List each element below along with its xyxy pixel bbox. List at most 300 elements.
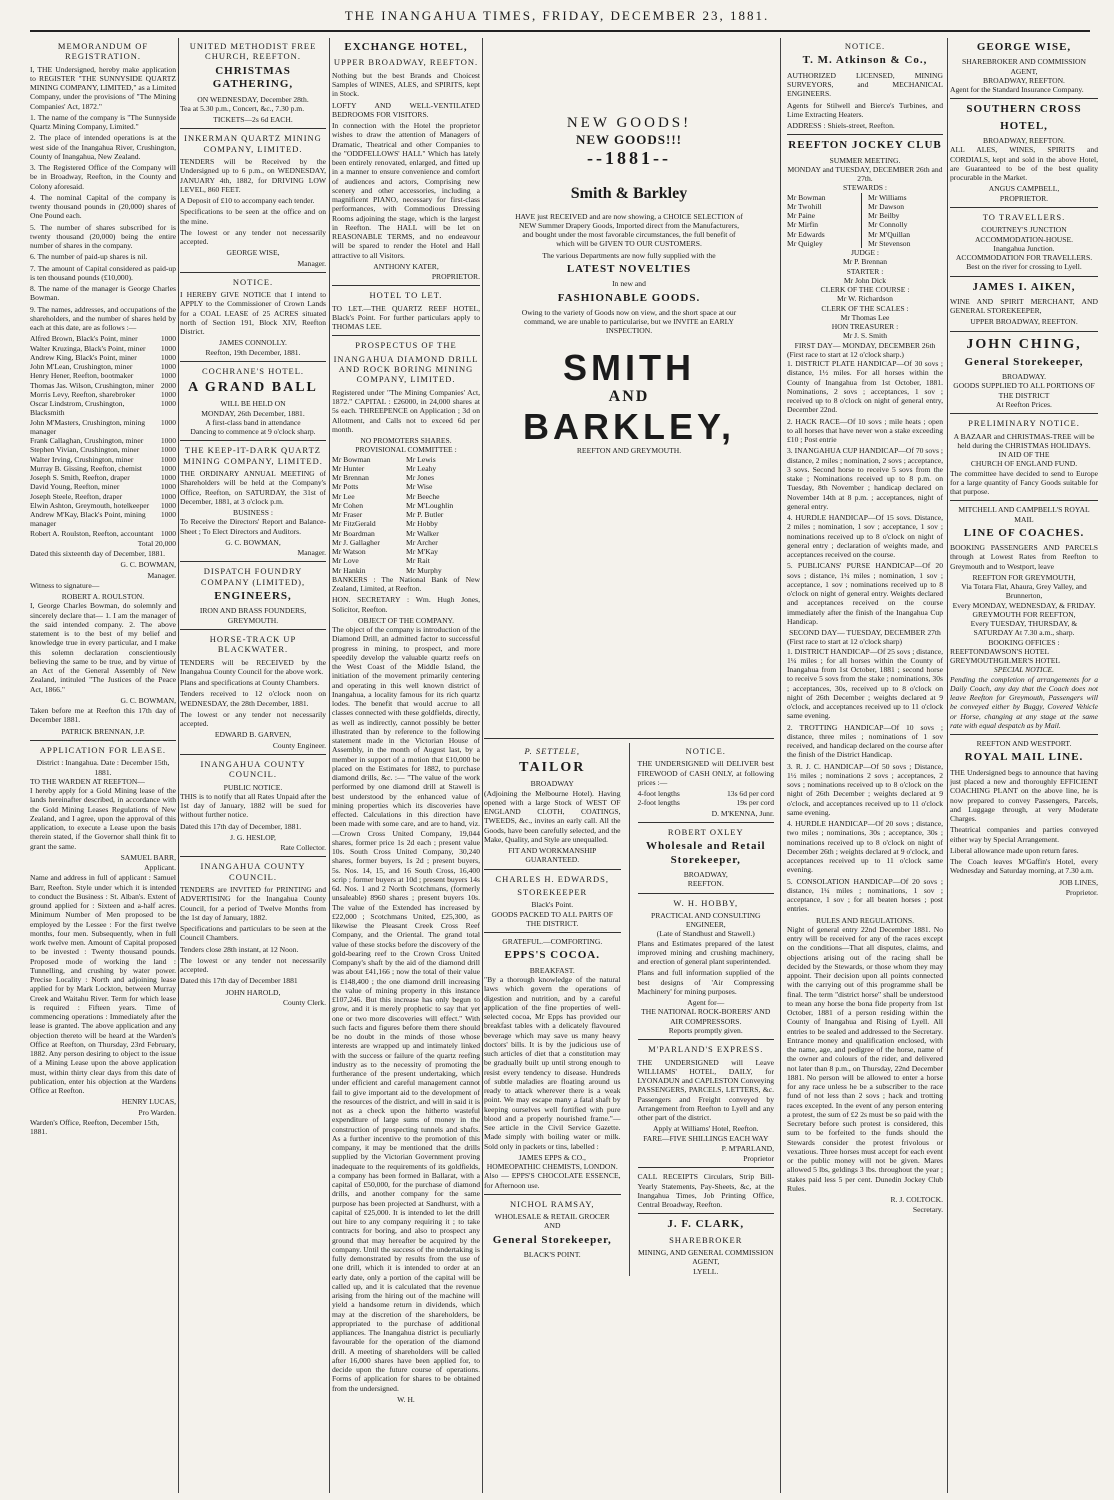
shareholder-shares: 1000 — [160, 334, 176, 344]
shareholder-row — [30, 464, 176, 473]
meeting-dates: MONDAY and TUESDAY, DECEMBER 26th and 27th. — [787, 164, 943, 184]
section-rule — [180, 361, 326, 362]
shareholder-shares: 1000 — [160, 473, 176, 483]
lease-text: I hereby apply for a Gold Mining lease of the lands hereinafter described, in accordance with the Gold Mining Leases Regulations of New Zealand, and I agree, upon the approval of this application, to execute a Lease upon the basis therein stated, if the Governor shall think fit to grant the same. — [30, 786, 176, 851]
shareholder-name: Alfred Brown, Black's Point, miner — [30, 334, 138, 344]
preliminary-notice-title: PRELIMINARY NOTICE. — [968, 418, 1080, 429]
committee-member: Mr Bowman — [332, 454, 371, 464]
memorandum-item: 6. The number of paid-up shares is nil. — [30, 252, 148, 262]
race-entry: 3. INANGAHUA CUP HANDICAP—Of 70 sovs ; distance, 2 miles ; nomination, 2 sovs ; acceptance, 3 sovs. Second horse to receive 5 sovs from the stake ; Nominations received up to 8 p.m. on Tuesday, 8th November ; handicap declared on November 14th at 8 p.m. ; acceptances, night of general entry. — [787, 446, 943, 511]
steward-name: Mr Connolly — [868, 220, 908, 230]
second-day-heading: SECOND DAY— TUESDAY, DECEMBER 27th — [789, 628, 941, 638]
column-6 — [950, 38, 1098, 1493]
memorandum-item: 2. The place of intended operations is at the west side of the Inangahua River, Crushington, County of Inangahua, New Zealand. — [30, 133, 176, 161]
atkinson-address: ADDRESS : Shiels-street, Reefton. — [787, 121, 895, 131]
council-printing-title: INANGAHUA COUNTY COUNCIL. — [200, 861, 306, 882]
committee-member: Mr Hobby — [406, 519, 438, 529]
prospectus-object-title: OBJECT OF THE COMPANY. — [358, 615, 454, 625]
inkerman-signature: GEORGE WISE, — [226, 248, 280, 258]
atkinson-text: AUTHORIZED LICENSED, MINING SURVEYORS, and MECHANICAL ENGINEERS. — [787, 70, 943, 99]
masthead: THE INANGAHUA TIMES, FRIDAY, DECEMBER 23, 1881. — [344, 8, 770, 23]
stewards-label: STEWARDS : — [842, 183, 888, 193]
mitchell-campbell-title: MITCHELL AND CAMPBELL'S ROYAL MAIL — [958, 505, 1090, 524]
column-5 — [787, 38, 943, 1493]
committee-member: Mr Lee — [332, 491, 355, 501]
office-hotel: GILMER'S HOTEL — [998, 656, 1060, 666]
smith-big: SMITH — [563, 346, 695, 388]
horse-track-signature: EDWARD B. GARVEN, — [214, 730, 292, 740]
coal-notice-title: NOTICE. — [232, 276, 274, 287]
official-line: Mr John Dick — [843, 275, 887, 285]
george-wise-title: GEORGE WISE, — [976, 41, 1072, 53]
official-line: CLERK OF THE COURSE : — [820, 285, 910, 295]
in-new-and: In new and — [612, 279, 646, 289]
courtney-junction: COURTNEY'S JUNCTION ACCOMMODATION-HOUSE. — [974, 225, 1074, 244]
courtney-river: Best on the river for crossing to Lyell. — [966, 262, 1082, 272]
section-rule — [332, 335, 480, 336]
section-rule — [950, 413, 1098, 414]
bazaar-committee: The committee have decided to send to Europe for a large quantity of Fancy Goods suitable for that purpose. — [950, 468, 1098, 497]
prospectus-secretary: HON. SECRETARY : Wm. Hugh Jones, Solicitor, Reefton. — [332, 595, 480, 614]
memorandum-signature: G. C. BOWMAN, — [120, 560, 176, 570]
firewood-signature: D. M'KENNA, Junr. — [711, 808, 774, 818]
shareholder-total: Total 20,000 — [137, 538, 176, 548]
council-printing-signature-title: County Clerk. — [282, 997, 326, 1007]
shareholder-shares: 2000 — [160, 380, 176, 390]
steward-name: Mr Paine — [787, 211, 862, 220]
special-notice-text: Pending the completion of arrangements for a Daily Coach, any day that the Coach does not leave Reefton for Greymouth, Passengers will be conveyed either by Buggy, Covered Vehicle or Horse, changing at any stage at the same rate with equal despatch as by Mail. — [950, 674, 1098, 730]
royal-mail-theatrical: Theatrical companies and parties conveyed either way by Special Arrangement. — [950, 825, 1098, 844]
prospectus-committee-label: PROVISIONAL COMMITTEE : — [355, 445, 457, 455]
epps-text: "By a thorough knowledge of the natural laws which govern the operations of digestion and nutrition, and by a careful application of the fine properties of well-selected cocoa, Mr Epps has provided our breakfast tables with a delicately flavoured beverage which may save us many heavy doctors' bills. It is by the judicious use of such articles of diet that a constitution may be gradually built up until strong enough to resist every tendency to disease. Hundreds of subtle maladies are floating around us ready to attack wherever there is a weak point. We may escape many a fatal shaft by keeping ourselves well fortified with pure blood and a properly nourished frame."—See article in the Civil Service Gazette. Made simply with boiling water or milk. Sold only in packets or tins, labelled : — [484, 975, 621, 1151]
shareholder-name: Andrew M'Kay, Black's Point, mining manager — [30, 510, 146, 529]
inkerman-signature-title: Manager. — [297, 258, 326, 268]
top-rule — [30, 30, 1090, 32]
memorandum-item: 8. The name of the manager is George Charles Bowman. — [30, 284, 176, 303]
race-entry: 4. HURDLE HANDICAP—Of 15 sovs. Distance, 2 miles ; nomination, 1 sov ; acceptance, 1 sov ; nominations received up to 8 o'clock on night of general entry ; declaration of weights made, and acceptances received on the course. — [787, 513, 943, 560]
shareholder-name: Walter Kruzinga, Black's Point, miner — [30, 343, 146, 353]
section-rule — [950, 331, 1098, 332]
shareholder-shares: 1000 — [160, 463, 176, 473]
shareholder-row — [30, 482, 176, 491]
steward-name: Mr Twohill — [787, 202, 862, 211]
hobby-engineer: PRACTICAL AND CONSULTING ENGINEER, — [650, 910, 761, 930]
gathering-tickets: TICKETS—2s 6d EACH. — [213, 115, 293, 125]
southern-cross-signature-title: PROPRIETOR. — [999, 193, 1049, 203]
new-goods-subheading: NEW GOODS!!! — [575, 132, 682, 148]
shareholder-row — [30, 418, 176, 437]
memorandum-signature-title: Manager. — [147, 570, 176, 580]
shareholder-list — [30, 334, 176, 538]
aiken-address: UPPER BROADWAY, REEFTON. — [970, 317, 1078, 327]
hobby-title: W. H. HOBBY, — [673, 897, 739, 908]
smith-barkley-location: REEFTON AND GREYMOUTH. — [576, 446, 682, 456]
race-entry: 2. TROTTING HANDICAP—Of 10 sovs ; distance, three miles ; nominations of 1 sov received, and handicap declared on the course after the finish of the District Handicap. — [787, 722, 943, 760]
council-printing-specs: Specifications and particulars to be seen at the Council Chambers. — [180, 924, 326, 943]
committee-member: Mr Murphy — [406, 565, 442, 575]
atkinson-agents: Agents for Stilwell and Bierce's Turbines, and Lime Extracting Heaters. — [787, 100, 943, 119]
shareholder-row — [30, 445, 176, 454]
section-rule — [950, 207, 1098, 208]
shareholder-name: Joseph S. Smith, Reefton, draper — [30, 473, 130, 483]
horse-track-signature-title: County Engineer. — [272, 740, 326, 750]
section-rule — [484, 869, 621, 870]
royal-mail-text: THE Undersigned begs to announce that having just placed a new and thoroughly EFFICIENT COACHING PLANT on the above line, he is now prepared to convey Passengers, Parcels, and Luggage through, at very Moderate Charges. — [950, 767, 1098, 824]
committee-member: Mr Hunter — [332, 463, 365, 473]
shareholder-shares: 1000 — [160, 445, 176, 455]
committee-member: Mr Brennan — [332, 473, 369, 483]
shareholder-name: Andrew King, Black's Point, miner — [30, 352, 137, 362]
summer-meeting: SUMMER MEETING. — [829, 155, 901, 165]
grand-ball-held: WILL BE HELD ON — [220, 399, 286, 409]
horse-track-lowest: The lowest or any tender not necessarily accepted. — [180, 709, 326, 729]
booking-office-greymouth — [950, 656, 1098, 665]
column-divider — [329, 38, 330, 1493]
lease-signature-title: Applicant. — [144, 863, 176, 873]
royal-mail-allowance: Liberal allowance made upon return fares. — [950, 845, 1079, 855]
official-line: STARTER : — [846, 266, 884, 276]
council-rates-signature: J. G. HESLOP, — [230, 832, 276, 842]
clark-agent: MINING, AND GENERAL COMMISSION AGENT, — [637, 1248, 774, 1267]
shareholder-row — [30, 510, 176, 529]
hobby-plans: Plans and Estimates prepared of the latest improved mining and crushing machinery, and erection of general plant superintended. — [637, 938, 774, 967]
george-wise-address: BROADWAY, REEFTON. — [983, 75, 1065, 85]
race-entry: 1. DISTRICT HANDICAP—Of 25 sovs ; distance, 1¼ miles ; for all horses within the County of Inangahua from 1st October, 1881 ; second horse to receive 5 sovs from the stake ; nominations, 30s ; acceptances, 30s, received up to 8 o'clock on night of 26th December ; weights declared at 9 o'clock, and acceptances received up to 11 o'clock same evening. — [787, 646, 943, 721]
latest-novelties: LATEST NOVELTIES — [566, 262, 692, 275]
prospectus-company: INANGAHUA DIAMOND DRILL AND ROCK BORING MINING COMPANY, LIMITED. — [333, 353, 479, 385]
section-rule — [950, 500, 1098, 501]
rules-signature-title: Secretary. — [912, 1205, 943, 1215]
shareholder-shares: 1000 — [160, 343, 176, 353]
rules-heading: RULES AND REGULATIONS. — [815, 915, 915, 925]
memorandum-item: 4. The nominal Capital of the company is twenty thousand pounds in (20,000) shares of One Pound each. — [30, 192, 176, 221]
christmas-gathering-heading: CHRISTMAS GATHERING, — [212, 64, 294, 91]
official-line: Mr W. Richardson — [837, 294, 893, 304]
shareholder-name: Stephen Vivian, Crushington, miner — [30, 445, 140, 455]
memorandum-item: 9. The names, addresses, and occupations of the shareholders, and the number of shares held by each at this date, are as follows :— — [30, 304, 176, 333]
inkerman-lowest: The lowest or any tender not necessarily accepted. — [180, 227, 326, 246]
declaration-signature: G. C. BOWMAN, — [120, 695, 176, 705]
keep-it-dark-signature: G. C. BOWMAN, — [225, 537, 281, 547]
committee-member: Mr M'Kay — [406, 547, 438, 557]
royal-mail-line: ROYAL MAIL LINE. — [964, 751, 1084, 764]
shareholder-row — [30, 436, 176, 445]
shareholder-shares: 1000 — [160, 417, 176, 427]
hotel-to-let-title: HOTEL TO LET. — [369, 290, 443, 301]
shareholder-row — [30, 344, 176, 353]
shareholder-shares: 1000 — [160, 528, 176, 538]
mparland-fare: FARE—FIVE SHILLINGS EACH WAY — [643, 1133, 769, 1143]
dispatch-location: GREYMOUTH. — [227, 615, 279, 625]
epps-chemists: HOMEOPATHIC CHEMISTS, LONDON. — [486, 1162, 618, 1172]
dispatch-foundry-title: DISPATCH FOUNDRY COMPANY (LIMITED), — [200, 566, 306, 587]
inkerman-title: INKERMAN QUARTZ MINING COMPANY, LIMITED. — [184, 133, 322, 154]
coal-notice-signature: JAMES CONNOLLY. — [219, 338, 287, 348]
shareholder-name: Joseph Steele, Reefton, draper — [30, 491, 123, 501]
coaches-days-2: Every TUESDAY, THURSDAY, & SATURDAY At 7.30 a.m., sharp. — [970, 619, 1078, 638]
george-wise-sub: SHAREBROKER AND COMMISSION AGENT, — [961, 57, 1087, 76]
booking-office-reefton — [950, 647, 1098, 656]
shareholder-name: Elwin Ashton, Greymouth, hotelkeeper — [30, 500, 150, 510]
shareholder-row — [30, 492, 176, 501]
office-town: REEFTON — [950, 646, 985, 656]
shareholder-row — [30, 473, 176, 482]
memorandum-item: 3. The Registered Office of the Company will be in Broadway, Reefton, in the County and Colony aforesaid. — [30, 163, 176, 191]
southern-cross-signature: ANGUS CAMPBELL, — [988, 184, 1060, 194]
atkinson-notice-title: NOTICE. — [844, 41, 886, 51]
section-rule — [180, 629, 326, 630]
settele-title: P. SETTELE, — [524, 746, 580, 756]
epps-breakfast: BREAKFAST. — [529, 965, 575, 975]
grand-ball-heading: A GRAND BALL — [188, 380, 318, 396]
section-rule — [180, 272, 326, 273]
call-receipts-ad: CALL RECEIPTS Circulars, Strip Bill-Yearly Statements, Pay-Sheets, &c, at the Inangahua Times, Job Printing Office, Central Broadway, Reefton. — [637, 1172, 774, 1209]
keep-it-dark-business: To Receive the Directors' Report and Balance-Sheet ; To Elect Directors and Auditors. — [180, 517, 326, 536]
council-printing-signature: JOHN HAROLD, — [225, 987, 281, 997]
price-length: 2-foot lengths — [637, 798, 680, 808]
ramsay-grocer: WHOLESALE & RETAIL GROCER — [494, 1212, 610, 1222]
aiken-title: JAMES I. AIKEN, — [972, 280, 1076, 293]
prospectus-capital: Registered under "The Mining Companies' Act, 1872." CAPITAL : £26000, in 24,000 shares at 5s each. THREEPENCE on Application ; 3d on Allotment, and Calls not to exceed 6d per month. — [332, 387, 480, 434]
declaration-taken: Taken before me at Reefton this 17th day of December 1881. — [30, 706, 176, 725]
section-rule — [180, 440, 326, 441]
shareholder-name: Robert A. Roulston, Reefton, accountant — [30, 528, 154, 538]
committee-member: Mr P. Butler — [406, 510, 444, 520]
first-day-heading: FIRST DAY— MONDAY, DECEMBER 26th — [794, 340, 936, 350]
shareholder-shares: 1000 — [160, 389, 176, 399]
edwards-goods-packed: GOODS PACKED TO ALL PARTS OF THE DISTRICT. — [491, 909, 613, 928]
greymouth-for-reefton: GREYMOUTH FOR REEFTON, — [972, 609, 1076, 619]
prospectus-no-promoters: NO PROMOTERS SHARES. — [360, 436, 452, 446]
council-rates-title: INANGAHUA COUNTY COUNCIL. — [200, 758, 306, 780]
bazaar-fund: CHURCH OF ENGLAND FUND. — [970, 459, 1078, 469]
race-entry: 5. CONSOLATION HANDICAP—Of 20 sovs ; distance, 1¼ miles ; nominations, 1 sov ; acceptance, 1 sov ; for all beaten horses ; post entries. — [787, 876, 943, 914]
rules-text: Night of general entry 22nd December 1881. No entry will be received for any of the races except on the conditions—That all disputes, claims, and objections arising out of the racing shall be decided by the Stewards, or those whom they may appoint. Their decision upon all points connected with the carrying out of this programme shall be final. The term "district horse" shall be understood to mean any horse the bona fide property from 1st October, 1881 of a person residing within the County of Inangahua and Rising of Lyell. All entries to be sealed and addressed to the Secretary. Entrance money and qualification enclosed, with the name, age, and pedigree of the horse, name of the owner and colours of the rider, and delivered not later than 8 p.m., on Thursday, 22nd December 1881. No person will be allowed to enter a horse for any race unless he be a subscriber to the race fund of not less than 2 sovs ; hack and trotting races excepted. In the event of any person entering a protest, the sum of £2 2s must be so paid with the Secretary before such protest is considered, this sum to be forfeited to the funds should the Stewards consider the protest frivolous or vexatious. Three horses must accept for each event or the public money will not be given. Mares allowed 5 lbs, geldings 3 lbs. throughout the year ; stakes paid less 5 per cent. Dunedin Jockey Club Rules. — [787, 924, 943, 1193]
memorandum-item: 7. The amount of Capital considered as paid-up is ten thousand pounds (£10,000). — [30, 263, 176, 282]
section-rule — [484, 1194, 621, 1195]
section-rule — [180, 754, 326, 755]
smith-barkley-ad — [484, 114, 774, 734]
declaration-text: I, George Charles Bowman, do solemnly and sincerely declare that— 1. I am the manager of the said intended company. 2. The above statement is to the best of my belief and knowledge true in every particular, and I make this solemn declaration conscientiously believing the same to be true, and by virtue of an Act of the General Assembly of New Zealand, intituled "The Justices of the Peace Act, 1866." — [30, 601, 176, 694]
steward-name: Mr Bowman — [787, 193, 862, 202]
council-printing-lowest: The lowest or any tender not necessarily accepted. — [180, 955, 326, 975]
ramsay-storekeeper: General Storekeeper, — [492, 1233, 612, 1246]
committee-member: Mr Hankin — [332, 565, 366, 575]
section-rule — [638, 1039, 775, 1040]
committee-member: Mr Love — [332, 556, 359, 566]
booking-offices-label: BOOKING OFFICES : — [988, 637, 1060, 647]
lease-title: APPLICATION FOR LEASE. — [39, 744, 167, 755]
hobby-rock-borers: THE NATIONAL ROCK-BORERS' AND AIR COMPRESSORS. — [641, 1007, 771, 1026]
committee-member: Mr Archer — [406, 537, 438, 547]
committee-member: Mr M'Loughlin — [406, 500, 454, 510]
shareholder-shares: 1000 — [160, 510, 176, 520]
mparland-title: M'PARLAND'S EXPRESS. — [648, 1044, 764, 1055]
cochrane-title: COCHRANE'S HOTEL. — [201, 365, 305, 376]
tailor-heading: TAILOR — [519, 760, 586, 776]
lease-to: TO THE WARDEN AT REEFTON— — [30, 776, 145, 786]
mparland-signature: P. M'PARLAND, — [721, 1143, 774, 1153]
section-rule — [30, 740, 176, 741]
steward-name: Mr Beilby — [868, 211, 900, 221]
grand-ball-date: MONDAY, 26th December, 1881. — [201, 408, 305, 418]
lease-details: Name and address in full of applicant : Samuel Barr, Reefton. Style under which it is intended to conduct the Business : St. Alban's. Extent of ground applied for : Sixteen and a-half acres. Minimum Number of Men proposed to be employed by the Lessee : For the first twelve months, four men. Subsequently, when in full work twelve men. Amount of Capital proposed to be invested : Twenty thousand pounds. Proposed mode of working the land : Tunnelling, and crushing by water power. Precise Locality : North and adjoining lease applied for by Mark Lockton, between Murray Creek and Waitahu River. Term for which lease is required : Fifteen years. Time of commencing operations : Immediately after the lease is granted. The above application and any objection thereto will be heard at the Warden's Office at Reefton, on Thursday, 23rd February, 1882. Any person desiring to object to the issue of a Mining Lease upon the above application must, within thirty clear days from this date of publication, enter his objection at the Wardens Office at Reefton. — [30, 873, 176, 1096]
steward-name: Mr Stevenson — [868, 238, 911, 248]
section-rule — [332, 285, 480, 286]
shareholder-shares: 1000 — [160, 491, 176, 501]
committee-member: Mr Rait — [406, 556, 430, 566]
price-row — [638, 798, 775, 807]
memorandum-dated: Dated this sixteenth day of December, 1881. — [30, 549, 166, 559]
price-length: 4-foot lengths — [637, 789, 680, 799]
prospectus-body: The object of the company is introduction of the Diamond Drill, an admitted factor to successful progress in mining, to prospect, and more speedily develop the valuable quartz reefs on the West Coast of the Middle Island, the initiation of the movement primarily centering and operating in this well known district of Inangahua, a locality famous for its rich quartz lodes. The benefit that would accrue to all classes connected with these goldfields, directly, as well as indirectly, cannot possibly be better illustrated than by reference to the following statement made in the Victorian House of Assembly, in the month of August last, by a member in support of a motion that £10,000 be placed on the Estimates for 1882, to purchase diamond drills, &c. :— "The value of the work performed by one diamond drill at Stawell is best understood by the enhanced value of mining properties which its discoveries have effected. Calculations in this direction have been made with some care, and are to hand, viz.—Crown Cross United Company, 19,044 shares, former price 1s 2d each ; present value 10s. South Cross United Company, 30,240 shares, former buyers, 1s 2d ; present buyers, 5s. Nos. 14, 15, and 16 South Cross, 16,400 scrip ; former buyers at 10d ; present buyers 14s 6d. Nos. 1 and 2 North Scotchmans, (formerly unsaleable) 8960 shares ; present buyers 10s. The value of the Extended has increased by £22,000 ; Scotchmans United, £25,300, as likewise the Pleasant Creek Cross Reef Company, and the Oriental. The grand total value of these stocks before the discovery of the gold-bearing reef to the Crown Cross United Company's shaft by the aid of the diamond drill was about £41,166 ; now the total of their value is £148,400 ; the one diamond drill increasing the value of mining property in this instance £107,246. But this increase has only begun to grow, and it is merely prophetic to say that yet one or two more discoveries will effect." With such facts and figures before them there should be no doubt in the minds of those whose interests are wrapped up and intimately linked with the success or failure of the quartz reefing industry as to the necessity of promoting the furtherance of the present undertaking, which under efficient and careful management cannot fail to give important aid to the development of the resources of the district, and will in said it is not as a check upon the hitherto wasteful expenditure of large sums of money in the construction of prospecting tunnels and shafts. As a further incentive to the promotion of this company, it may be mentioned that the drills supplied by the Victorian Government proving inadequate to the requirements of its goldfields, a company has been formed in Ballarat, with a capital of £50,000, for the purchase of diamond drills, and another company for the same purpose has been projected at Sandhurst, with a capital of £25,000. It is intended to let the drill out hire to any company requiring it ; to take contracts for boring, and also to prospect any ground that may hereafter be acquired by the company. Until the success of the undertaking is fully demonstrated by results from the use of one drill, which it is intended to order at an early date, only a portion of the capital will be called up, and it is calculated that the revenue arising from the hiring out of the machine will yield a handsome return in dividends, which may at the discretion of the shareholders, be appropriated to the purchase of additional appliances. The Inangahua district is peculiarly favourable for the operation of the diamond drill. A meeting of shareholders will be called after 16,000 shares have been applied for, to decide upon the future course of operations. Forms of application for shares to be obtained from the undersigned. — [332, 625, 480, 1393]
shareholder-name: John M'Masters, Crushington, mining manager — [30, 417, 146, 436]
inkerman-deposit: A Deposit of £10 to accompany each tender. — [180, 196, 315, 205]
shareholder-shares: 1000 — [160, 399, 176, 409]
gathering-date: ON WEDNESDAY, December 28th. — [197, 94, 309, 104]
official-line: Mr P. Brennan — [842, 257, 888, 267]
memorandum-item: 1. The name of the company is "The Sunnyside Quartz Mining Company, Limited." — [30, 112, 176, 132]
bazaar-in-aid: IN AID OF THE — [998, 450, 1050, 460]
oxley-location: REEFTON. — [687, 879, 724, 889]
keep-it-dark-title: THE KEEP-IT-DARK QUARTZ MINING COMPANY, LIMITED. — [183, 445, 323, 466]
hobby-late-of: (Late of Standhust and Stawell.) — [656, 929, 755, 939]
prospectus-bankers: BANKERS : The National Bank of New Zealand, Limited, at Reefton. — [332, 574, 480, 594]
shareholder-shares: 1000 — [160, 371, 176, 381]
aiken-text: WINE AND SPIRIT MERCHANT, AND GENERAL STOREKEEPER, — [950, 296, 1098, 316]
committee-member: Mr Fraser — [332, 510, 363, 520]
ramsay-location: BLACK'S POINT. — [523, 1250, 581, 1260]
horse-track-title: HORSE-TRACK UP BLACKWATER. — [209, 633, 297, 655]
southern-cross-text: ALL ALES, WINES, SPIRITS and CORDIALS, kept and sold in the above Hotel, are Guaranteed to be of the best quality procurable in the Market. — [950, 145, 1098, 183]
coaches-days-1: Every MONDAY, WEDNESDAY, & FRIDAY. — [952, 600, 1096, 610]
keep-it-dark-business-label: BUSINESS : — [233, 508, 273, 518]
office-hotel: DAWSON'S HOTEL — [984, 646, 1050, 656]
inkerman-text: TENDERS will be Received by the Undersigned up to 6 p.m., on WEDNESDAY, JANUARY 4th, 1882, for DRIVING LOW LEVEL, 860 FEET. — [180, 157, 326, 194]
shareholder-name: John M'Lean, Crushington, miner — [30, 362, 133, 372]
section-rule — [638, 893, 775, 894]
courtney-accommodation: ACCOMMODATION FOR TRAVELLERS. — [955, 253, 1093, 263]
edwards-storekeeper: STOREKEEPER — [517, 887, 588, 898]
shareholder-name: Walter Irving, Crushington, miner — [30, 454, 134, 464]
column-divider — [780, 38, 781, 1493]
mparland-text: THE UNDERSIGNED will Leave WILLIAMS' HOTEL, DAILY, for LYONADUN and CAPLESTON Conveying PASSENGERS, PARCELS, LETTERS, &c. Passengers and Freight conveyed by Arrangement from Reefton to Lyell and any other part of the district. — [637, 1057, 774, 1122]
hobby-reports: Reports promptly given. — [668, 1025, 743, 1035]
section-rule — [638, 1213, 775, 1214]
first-day-races — [787, 359, 943, 626]
column-4-lower — [484, 743, 774, 1276]
exchange-hotel-wines: Nothing but the best Brands and Choicest Samples of WINES, ALES, and SPIRITS, kept in Stock. — [332, 70, 480, 99]
exchange-hotel-signature-title: PROPRIETOR. — [431, 272, 480, 282]
fashionable-goods: FASHIONABLE GOODS. — [557, 291, 701, 304]
section-rule — [180, 561, 326, 562]
subcolumn-divider — [629, 743, 630, 1276]
and-big: AND — [608, 388, 650, 406]
council-printing-close: Tenders close 28th instant, at 12 Noon. — [180, 944, 299, 954]
prospectus-title: PROSPECTUS OF THE — [355, 340, 457, 351]
oxley-broadway: BROADWAY, — [683, 870, 728, 880]
council-printing-text: TENDERS are INVITED for PRINTING and ADVERTISING for the Inangahua County Council, for a period of Twelve Months from the 1st day of January, 1882. — [180, 885, 326, 922]
official-line: Mr J. S. Smith — [842, 331, 888, 341]
column-divider — [178, 38, 179, 1493]
warden-office-footer: Warden's Office, Reefton, December 15th, 1881. — [30, 1117, 160, 1137]
council-rates-signature-title: Rate Collector. — [280, 843, 326, 853]
lease-signature: SAMUEL BARR, — [120, 852, 176, 862]
committee-member: Mr Watson — [332, 547, 366, 557]
column-4 — [484, 38, 774, 1493]
hobby-compressing: Plans and full information supplied of the best designs of 'Air Compressing Machinery' for mining purposes. — [637, 968, 774, 996]
witness-label: Witness to signature— — [30, 580, 100, 590]
section-rule — [787, 134, 943, 135]
line-of-coaches: LINE OF COACHES. — [963, 526, 1085, 539]
section-rule — [950, 98, 1098, 99]
section-rule — [950, 276, 1098, 277]
inkerman-specs: Specifications to be seen at the office and on the mine. — [180, 207, 326, 226]
shareholder-shares: 1000 — [160, 436, 176, 446]
shareholder-name: Thomas Jas. Wilson, Crushington, miner — [30, 380, 154, 390]
committee-member: Mr Walker — [406, 528, 439, 538]
memorandum-intro: I, THE Undersigned, hereby make application to REGISTER "THE SUNNYSIDE QUARTZ MINING COMPANY, LIMITED," as a Limited Company, under the provisions of "The Mining Companies' Act, 1872." — [30, 64, 176, 111]
section-rule — [638, 1167, 775, 1168]
mparland-apply: Apply at Williams' Hotel, Reefton. — [652, 1124, 759, 1134]
clark-sharebroker: SHAREBROKER — [669, 1234, 743, 1245]
john-ching-goods: GOODS SUPPLIED TO ALL PORTIONS OF THE DISTRICT — [953, 381, 1095, 400]
stewards-list — [787, 193, 943, 249]
shareholder-name: Morris Levy, Reefton, sharebroker — [30, 389, 136, 399]
horse-track-plans: Plans and specifications at County Chambers. — [180, 678, 320, 688]
travellers-title: TO TRAVELLERS. — [982, 211, 1066, 222]
second-day-start: (First race to start at 12 o'clock sharp) — [787, 637, 903, 647]
lease-meta: District : Inangahua. Date : December 15th, 1881. — [36, 758, 170, 777]
settele-fit: FIT AND WORKMANSHIP GUARANTEED. — [508, 846, 597, 865]
ramsay-title: NICHOL RAMSAY, — [509, 1198, 595, 1209]
shareholder-name: Murray B. Gissing, Reefton, chemist — [30, 463, 142, 473]
mparland-signature-title: Proprietor — [743, 1154, 774, 1163]
council-rates-text: THIS is to notify that all Rates Unpaid after the 1st day of January, 1882 will be sued for without further notice. — [180, 791, 326, 820]
methodist-title: UNITED METHODIST FREE CHURCH, REEFTON. — [189, 41, 317, 62]
column-3 — [332, 38, 480, 1493]
year-heading: --1881-- — [587, 148, 671, 169]
prospectus-signature: W. H. — [397, 1394, 415, 1404]
shareholder-shares: 1000 — [160, 500, 176, 510]
epps-chocolate: Also — EPPS'S CHOCOLATE ESSENCE, for Afternoon use. — [484, 1171, 621, 1190]
coal-notice-date: Reefton, 19th December, 1881. — [205, 347, 301, 357]
courtney-location: Inangahua Junction. — [993, 243, 1055, 253]
race-entry: 2. HACK RACE—Of 10 sovs ; mile heats ; open to all horses that have never won a stake exceeding £10 ; Post entrie — [787, 416, 943, 445]
dispatch-founders: IRON AND BRASS FOUNDERS, — [199, 606, 307, 616]
smith-barkley-inspection: Owing to the variety of Goods now on view, and the short space at our command, we are unable to particularise, but we INVITE an EARLY INSPECTION. — [521, 307, 737, 336]
steward-name: Mr Williams — [868, 192, 907, 202]
shareholder-row — [30, 334, 176, 343]
gathering-times: Tea at 5.30 p.m., Concert, &c., 7.30 p.m. — [180, 103, 305, 113]
section-rule — [638, 822, 775, 823]
committee-member: Mr Wise — [406, 482, 433, 492]
shareholder-name: Henry Hener, Reefton, bootmaker — [30, 371, 134, 381]
shareholder-name: Oscar Lindstrom, Crushington, Blacksmith — [30, 399, 125, 418]
epps-tagline: GRATEFUL.—COMFORTING. — [502, 937, 603, 947]
office-town: GREYMOUTH — [950, 656, 999, 666]
council-printing-dated: Dated this 17th day of December 1881 — [180, 976, 298, 986]
shareholder-row — [30, 362, 176, 371]
john-ching-prices: At Reefton Prices. — [996, 399, 1052, 409]
royal-mail-signature-title: Proprietor. — [1065, 887, 1098, 897]
shareholder-row — [30, 529, 176, 538]
committee-member: Mr Jones — [406, 473, 435, 483]
southern-cross-title: SOUTHERN CROSS — [966, 103, 1082, 116]
grand-ball-dancing: Dancing to commence at 9 o'clock sharp. — [190, 427, 316, 437]
exchange-hotel-hall: In connection with the Hotel the proprietor wishes to draw the attention of Managers of Dramatic, Theatrical and other Companies to the "ODDFELLOWS' HALL" Which has lately been entirely renovated, enlarged, and fitted up in a manner to ensure convenience and comfort of audiences and actors, Comprising new scenery and other accessories, including a magnificent PIANO, necessary for first-class performances, with Commodious Dressing Rooms adjoining the stage, which is the largest in Reefton. The HALL will be let on REASONABLE TERMS, and no endeavour will be spared to render the Hotel and Hall attractive to all Visitors. — [332, 121, 480, 260]
committee-member: Mr Boardman — [332, 528, 375, 538]
